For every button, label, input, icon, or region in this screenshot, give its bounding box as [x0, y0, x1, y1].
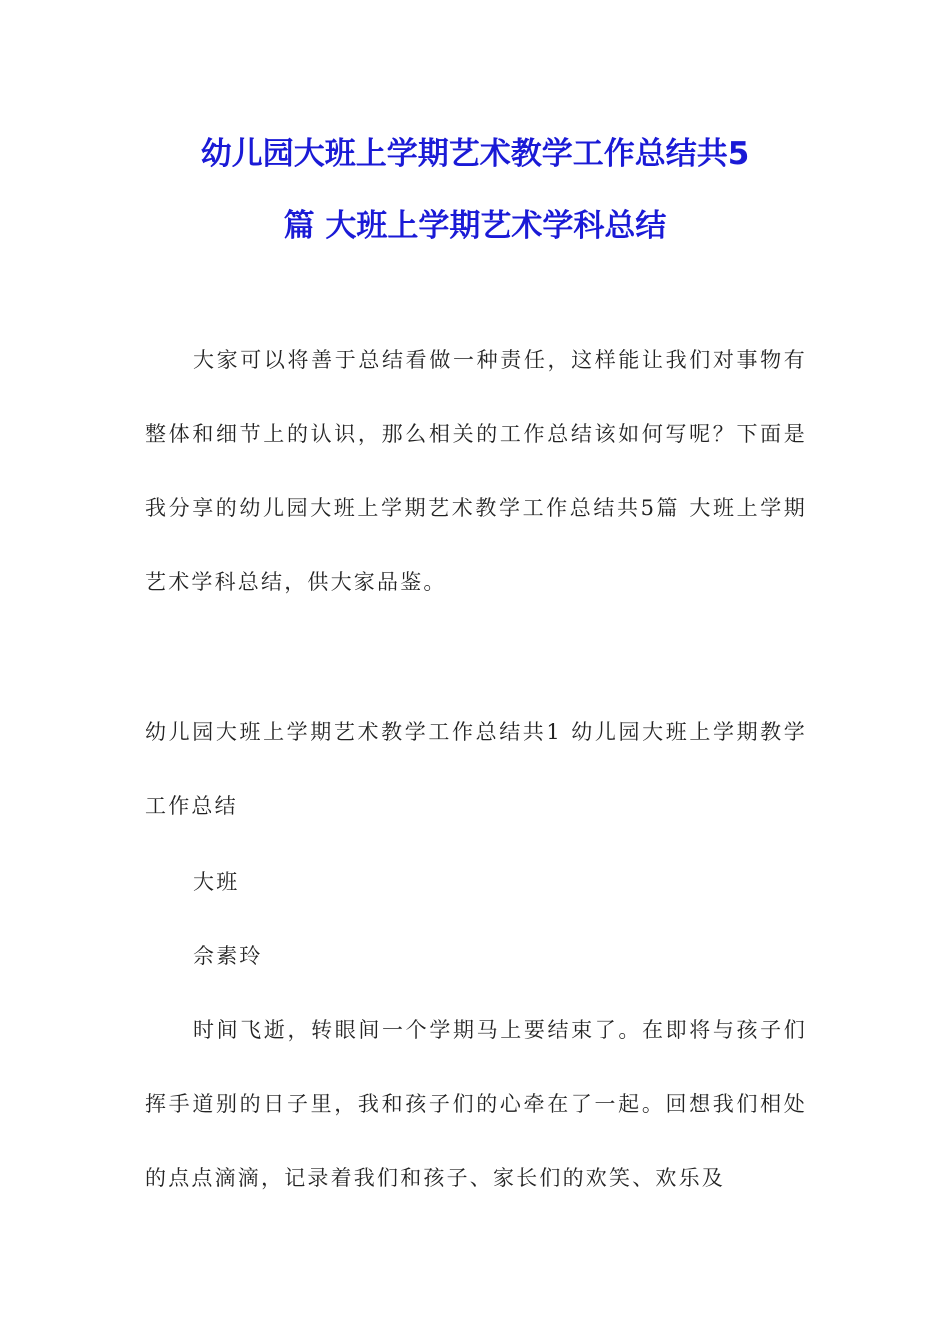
body-paragraph: 时间飞逝，转眼间一个学期马上要结束了。在即将与孩子们挥手道别的日子里，我和孩子们的心牵在了一起。回想我们相处的点点滴滴，记录着我们和孩子、家长们的欢笑、欢乐及	[145, 1018, 807, 1190]
class-label: 大班	[193, 870, 240, 894]
document-title-line-2: 篇 大班上学期艺术学科总结	[283, 208, 667, 244]
author-name: 佘素玲	[193, 944, 263, 968]
section-heading: 幼儿园大班上学期艺术教学工作总结共1 幼儿园大班上学期教学工作总结	[145, 720, 807, 818]
document-title-line-1: 幼儿园大班上学期艺术教学工作总结共5	[200, 136, 750, 172]
intro-paragraph: 大家可以将善于总结看做一种责任，这样能让我们对事物有整体和细节上的认识，那么相关的工作总结该如何写呢？下面是我分享的幼儿园大班上学期艺术教学工作总结共5篇 大班上学期艺术学科总结，供大家品鉴。	[145, 348, 807, 594]
